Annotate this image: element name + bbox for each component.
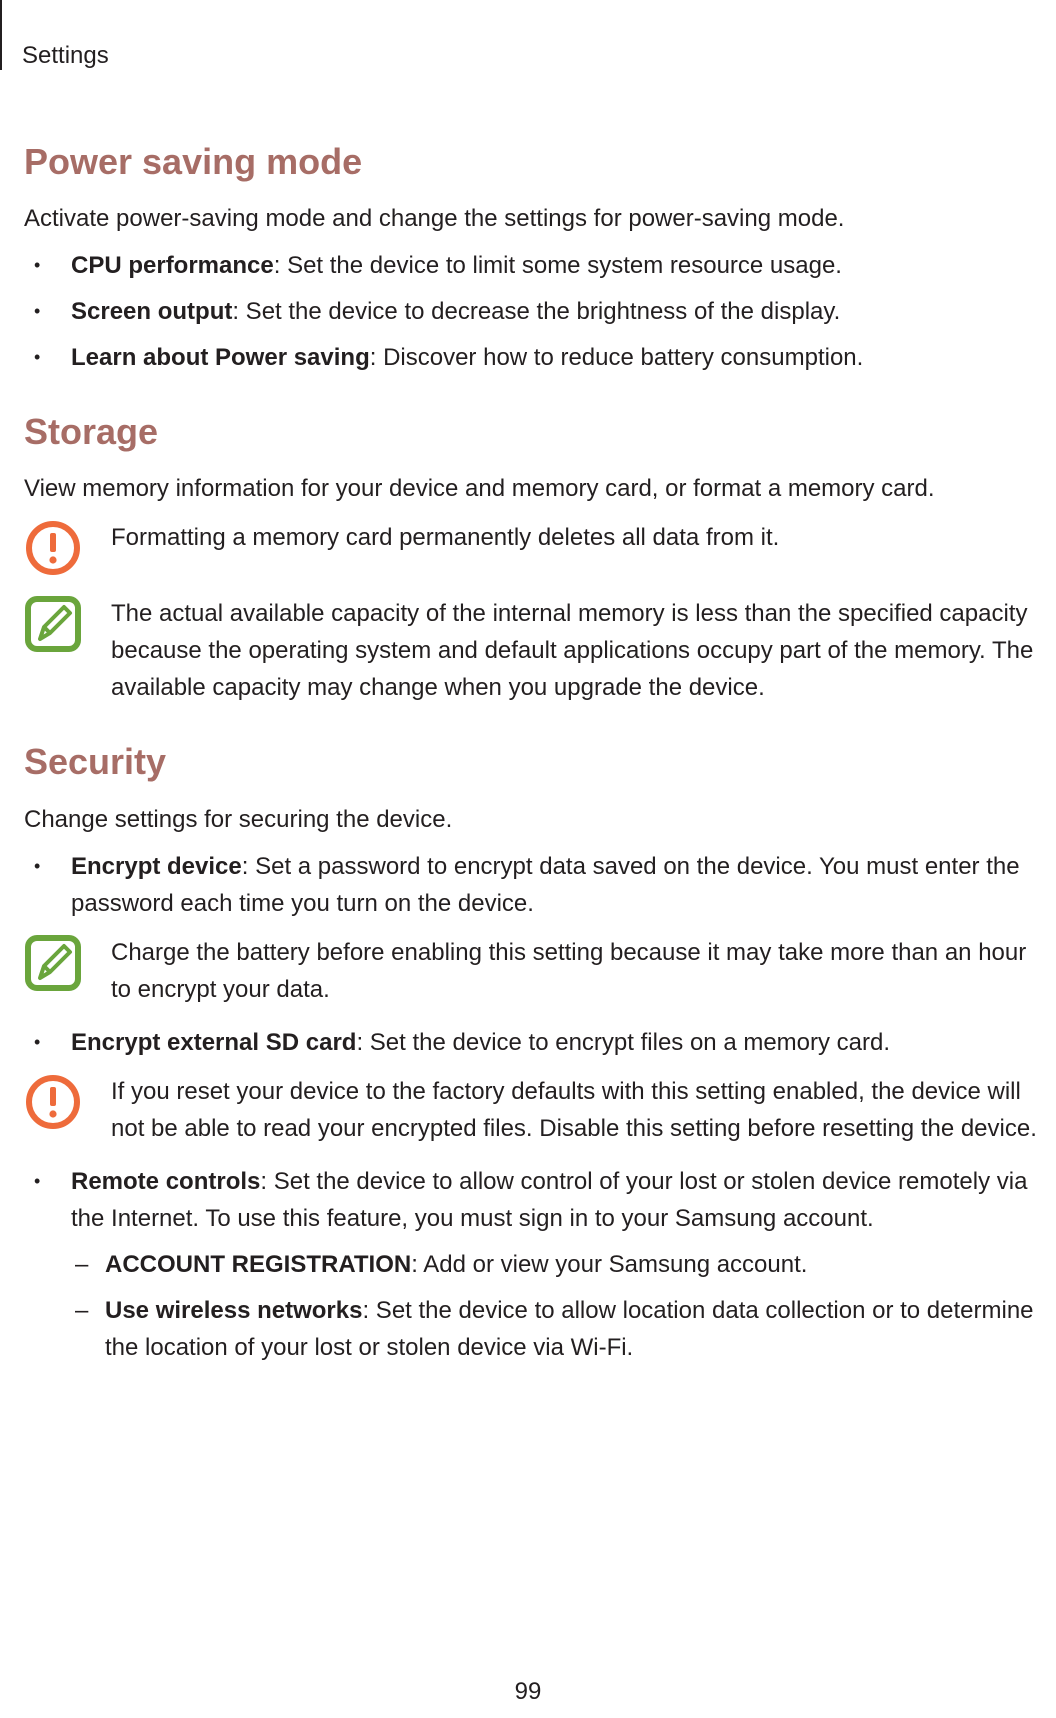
corner-rule bbox=[0, 0, 2, 70]
running-header: Settings bbox=[22, 42, 109, 69]
list-item bbox=[24, 339, 1044, 376]
bullet-icon: • bbox=[34, 347, 41, 368]
list-item bbox=[24, 293, 1044, 330]
sub-list bbox=[71, 1246, 1044, 1366]
section-intro: View memory information for your device and memory card, or format a memory card. bbox=[24, 475, 935, 503]
item-term: ACCOUNT REGISTRATION bbox=[105, 1250, 412, 1278]
bullet-icon: • bbox=[34, 1170, 41, 1191]
item-text: : Add or view your Samsung account. bbox=[411, 1250, 808, 1278]
note-icon bbox=[24, 595, 82, 653]
warning-text: If you reset your device to the factory defaults with this setting enabled, the device will not be able to read your encrypted files. Disable this setting before resetting the device. bbox=[111, 1077, 1037, 1142]
bullet-icon: • bbox=[34, 1031, 41, 1052]
dash-icon: – bbox=[75, 1250, 89, 1278]
item-text: : Set a password to encrypt data saved on the device. You must enter the password each time you turn on the device. bbox=[71, 852, 1020, 917]
section-storage bbox=[24, 410, 1044, 706]
section-power-saving bbox=[24, 140, 1044, 376]
warning-text: Formatting a memory card permanently deletes all data from it. bbox=[111, 524, 780, 552]
list-item bbox=[24, 1163, 1044, 1366]
sub-list-item bbox=[71, 1292, 1044, 1366]
bullet-list bbox=[24, 247, 1044, 376]
bullet-list bbox=[24, 1163, 1044, 1366]
note-callout bbox=[24, 934, 1044, 1008]
item-term: Encrypt external SD card bbox=[71, 1028, 357, 1056]
section-intro: Change settings for securing the device. bbox=[24, 805, 453, 833]
bullet-icon: • bbox=[34, 855, 41, 876]
section-intro: Activate power-saving mode and change the settings for power-saving mode. bbox=[24, 205, 845, 233]
item-text: : Set the device to encrypt files on a memory card. bbox=[356, 1028, 891, 1056]
note-text: The actual available capacity of the internal memory is less than the specified capacity because the operating system and default applications occupy part of the memory. The available capacity may change when you upgrade the device. bbox=[111, 600, 1034, 702]
item-text: : Discover how to reduce battery consumption. bbox=[369, 344, 864, 372]
dash-icon: – bbox=[75, 1296, 89, 1324]
page-number: 99 bbox=[514, 1678, 542, 1705]
item-term: Use wireless networks bbox=[105, 1296, 363, 1324]
bullet-icon: • bbox=[34, 301, 41, 322]
item-text: : Set the device to allow control of your lost or stolen device remotely via the Internet. To use this feature, you must sign in to your Samsung account. bbox=[71, 1167, 1028, 1232]
bullet-icon: • bbox=[34, 255, 41, 276]
page-content bbox=[24, 140, 1044, 1400]
item-text: : Set the device to allow location data collection or to determine the location of your lost or stolen device via Wi-Fi. bbox=[105, 1296, 1034, 1361]
section-title-security: Security bbox=[24, 741, 167, 783]
warning-icon bbox=[24, 519, 82, 577]
list-item bbox=[24, 247, 1044, 284]
item-text: : Set the device to limit some system resource usage. bbox=[273, 252, 842, 280]
section-security bbox=[24, 740, 1044, 1365]
item-text: : Set the device to decrease the brightness of the display. bbox=[232, 298, 841, 326]
section-title-power-saving: Power saving mode bbox=[24, 141, 363, 182]
note-callout bbox=[24, 595, 1044, 706]
sub-list-item bbox=[71, 1246, 1044, 1283]
list-item bbox=[24, 1024, 1044, 1061]
warning-icon bbox=[24, 1073, 82, 1131]
warning-callout bbox=[24, 519, 1044, 579]
bullet-list bbox=[24, 1024, 1044, 1061]
list-item bbox=[24, 848, 1044, 922]
item-term: Remote controls bbox=[71, 1167, 261, 1195]
item-term: Encrypt device bbox=[71, 852, 242, 880]
note-text: Charge the battery before enabling this setting because it may take more than an hour to encrypt your data. bbox=[111, 938, 1027, 1003]
section-title-storage: Storage bbox=[24, 411, 159, 453]
note-icon bbox=[24, 934, 82, 992]
item-term: Screen output bbox=[71, 298, 233, 326]
item-term: Learn about Power saving bbox=[71, 344, 370, 372]
item-term: CPU performance bbox=[71, 252, 274, 280]
bullet-list bbox=[24, 848, 1044, 922]
warning-callout bbox=[24, 1073, 1044, 1147]
